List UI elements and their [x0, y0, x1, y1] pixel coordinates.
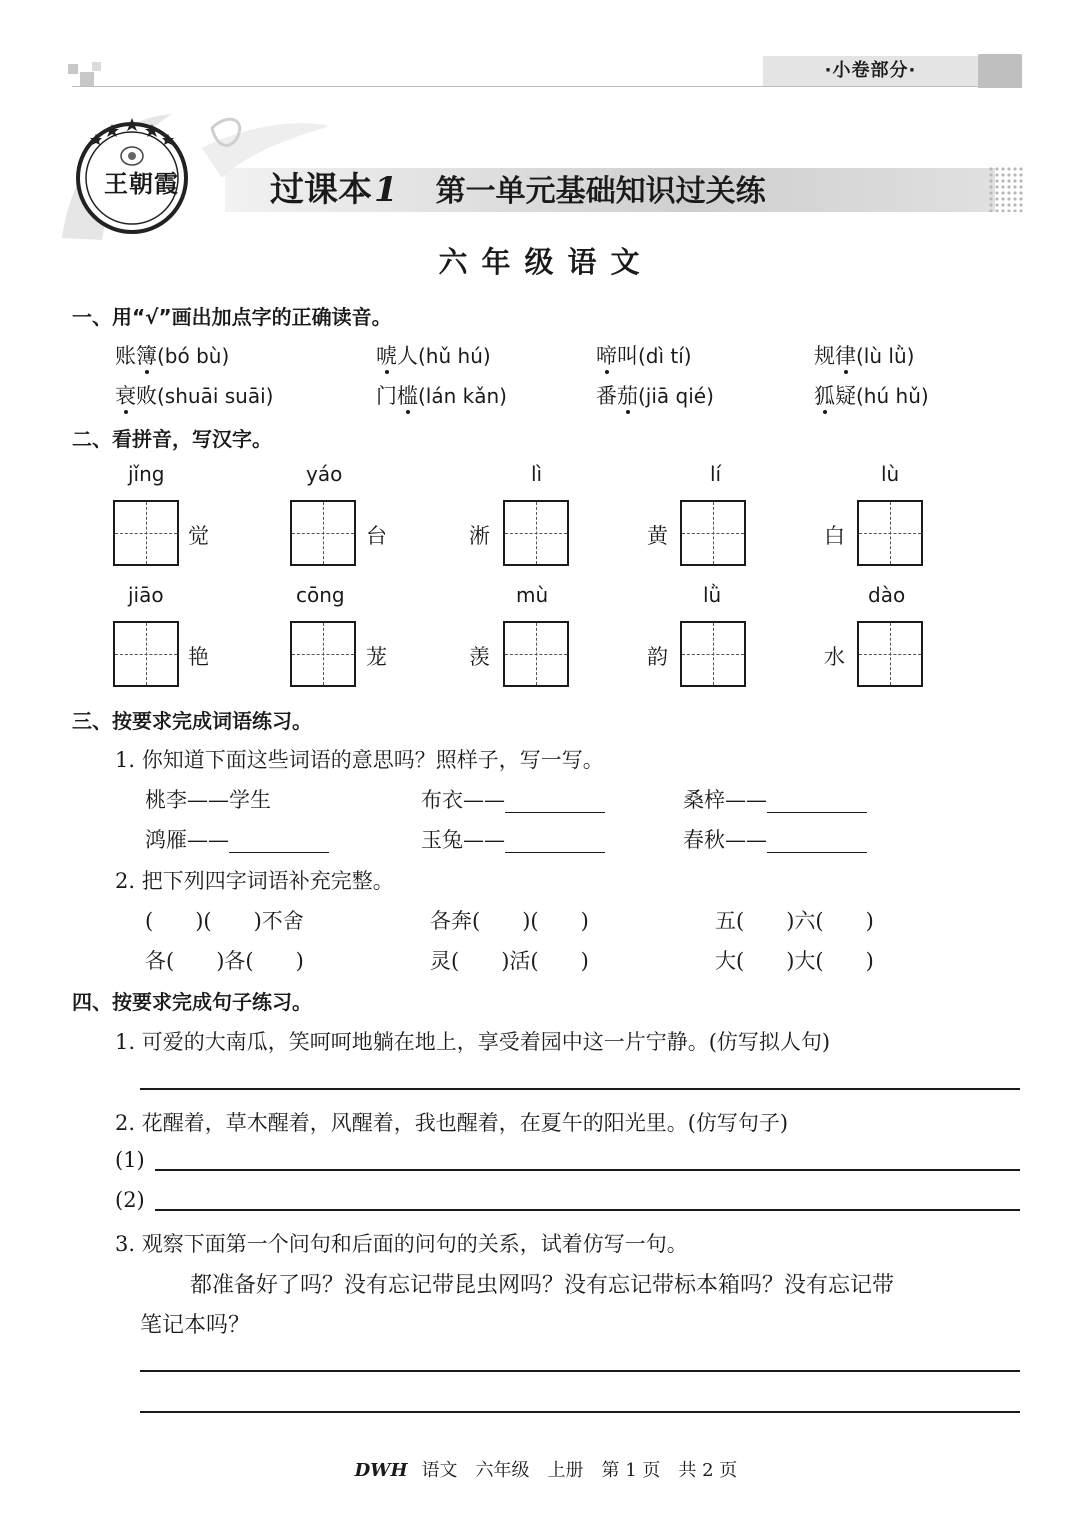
reading-item	[115, 340, 229, 370]
pinyin-options: (jiā qié)	[638, 384, 714, 408]
title-prefix: 过课本	[270, 170, 372, 210]
logo-text: 王朝霞	[104, 169, 179, 198]
page-subtitle: 六年级语文	[438, 245, 654, 279]
word-pair-label: 玉兔——	[421, 828, 505, 852]
section-tag: ·小卷部分·	[824, 60, 917, 81]
section3-heading: 三、按要求完成词语练习。	[72, 709, 312, 733]
word-pair	[683, 824, 867, 854]
pinyin-options: (shuāi suāi)	[157, 384, 274, 408]
decor-square	[92, 62, 101, 71]
word-pair-label: 布衣——	[421, 788, 505, 812]
section4-heading: 四、按要求完成句子练习。	[72, 990, 312, 1014]
pinyin-label: dào	[868, 583, 906, 607]
writing-box[interactable]	[857, 500, 923, 566]
pinyin-label: lì	[531, 462, 543, 486]
pinyin-options: (lán kǎn)	[418, 384, 507, 408]
reading-item	[376, 340, 491, 370]
writing-box[interactable]	[290, 621, 356, 687]
word-pair	[145, 824, 329, 854]
writing-box[interactable]	[290, 500, 356, 566]
section2-heading: 二、看拼音，写汉字。	[72, 427, 272, 451]
pinyin-options: (hǔ hú)	[418, 344, 491, 368]
section1-heading: 一、用“√”画出加点字的正确读音。	[72, 305, 392, 329]
pinyin-label: lǜ	[703, 583, 722, 607]
answer-blank[interactable]	[767, 828, 867, 853]
given-char: 艳	[188, 645, 209, 669]
pinyin-options: (hú hǔ)	[856, 384, 929, 408]
item-text: 番	[596, 384, 617, 408]
dotted-char: 啼	[596, 344, 617, 368]
dotted-char: 狐	[814, 384, 835, 408]
question-text: 2. 把下列四字词语补充完整。	[115, 869, 394, 893]
banner-dots	[988, 166, 1024, 212]
reading-item	[596, 380, 714, 410]
reading-item	[814, 340, 914, 370]
page-footer	[0, 1456, 1092, 1482]
answer-blank[interactable]	[229, 828, 329, 853]
writing-box[interactable]	[503, 621, 569, 687]
question-text: 3. 观察下面第一个问句和后面的问句的关系，试着仿写一句。	[115, 1232, 688, 1256]
pinyin-label: jǐng	[128, 462, 165, 486]
word-pair	[421, 784, 605, 814]
given-char: 台	[366, 524, 387, 548]
footer-info: 语文 六年级 上册 第 1 页 共 2 页	[421, 1460, 738, 1481]
answer-line[interactable]	[140, 1088, 1020, 1090]
answer-label: (1)	[115, 1148, 145, 1172]
idiom-item[interactable]: ( )( )不舍	[145, 909, 304, 933]
idiom-item[interactable]: 各奔( )( )	[430, 909, 589, 933]
idiom-item[interactable]: 灵( )活( )	[430, 949, 589, 973]
pinyin-label: mù	[516, 583, 549, 607]
answer-line[interactable]	[140, 1370, 1020, 1372]
word-pair-label: 春秋——	[683, 828, 767, 852]
idiom-item[interactable]: 各( )各( )	[145, 949, 304, 973]
question-text: 1. 你知道下面这些词语的意思吗？照样子，写一写。	[115, 748, 604, 772]
dotted-char: 槛	[397, 384, 418, 408]
question-text: 1. 可爱的大南瓜，笑呵呵地躺在地上，享受着园中这一片宁静。(仿写拟人句)	[115, 1030, 831, 1054]
word-pair-label: 桑梓——	[683, 788, 767, 812]
idiom-item[interactable]: 大( )大( )	[715, 949, 874, 973]
decor-square	[80, 72, 94, 86]
answer-line[interactable]	[140, 1411, 1020, 1413]
word-pair	[683, 784, 867, 814]
given-char: 茏	[366, 645, 387, 669]
writing-box[interactable]	[503, 500, 569, 566]
pinyin-options: (dì tí)	[638, 344, 692, 368]
writing-box[interactable]	[680, 621, 746, 687]
title-text: 第一单元基础知识过关练	[435, 174, 766, 209]
answer-blank[interactable]	[505, 828, 605, 853]
item-text: 败	[136, 384, 157, 408]
given-char: 觉	[188, 524, 209, 548]
example-text: 都准备好了吗？没有忘记带昆虫网吗？没有忘记带标本箱吗？没有忘记带	[190, 1273, 895, 1298]
item-text: 门	[376, 384, 397, 408]
reading-item	[814, 380, 929, 410]
reading-item	[115, 380, 273, 410]
dotted-char: 律	[835, 344, 856, 368]
reading-item	[376, 380, 507, 410]
answer-line[interactable]	[155, 1209, 1020, 1211]
item-text: 疑	[835, 384, 856, 408]
reading-item	[596, 340, 692, 370]
item-text: 叫	[617, 344, 638, 368]
title-number: 1	[374, 170, 398, 210]
item-text: 账	[115, 344, 136, 368]
pinyin-options: (lù lǜ)	[856, 344, 915, 368]
given-char: 黄	[647, 524, 668, 548]
dotted-char: 簿	[136, 344, 157, 368]
header-rule	[72, 86, 1020, 87]
writing-box[interactable]	[113, 500, 179, 566]
writing-box[interactable]	[857, 621, 923, 687]
question-text: 2. 花醒着，草木醒着，风醒着，我也醒着，在夏午的阳光里。(仿写句子)	[115, 1111, 789, 1135]
idiom-item[interactable]: 五( )六( )	[715, 909, 874, 933]
given-char: 白	[824, 524, 845, 548]
item-text: 规	[814, 344, 835, 368]
pinyin-label: jiāo	[128, 583, 164, 607]
pinyin-label: yáo	[306, 462, 343, 486]
word-pair	[421, 824, 605, 854]
answer-blank[interactable]	[505, 788, 605, 813]
answer-line[interactable]	[155, 1169, 1020, 1171]
pinyin-options: (bó bù)	[157, 344, 230, 368]
pinyin-label: cōng	[296, 583, 345, 607]
writing-box[interactable]	[680, 500, 746, 566]
dotted-char: 衰	[115, 384, 136, 408]
page-title	[270, 168, 766, 212]
answer-blank[interactable]	[767, 788, 867, 813]
given-char: 羡	[469, 645, 490, 669]
section-tag-accent	[978, 54, 1022, 88]
given-char: 水	[824, 645, 845, 669]
dotted-char: 茄	[617, 384, 638, 408]
answer-label: (2)	[115, 1188, 145, 1212]
item-text: 人	[397, 344, 418, 368]
given-char: 淅	[469, 524, 490, 548]
footer-code: DWH	[354, 1460, 408, 1481]
word-pair-label: 鸿雁——	[145, 828, 229, 852]
word-pair: 桃李——学生	[145, 788, 271, 812]
dotted-char: 唬	[376, 344, 397, 368]
given-char: 韵	[647, 645, 668, 669]
pinyin-label: lí	[710, 462, 722, 486]
writing-box[interactable]	[113, 621, 179, 687]
decor-square	[68, 64, 78, 74]
pinyin-label: lù	[881, 462, 900, 486]
example-text: 笔记本吗？	[140, 1313, 251, 1338]
